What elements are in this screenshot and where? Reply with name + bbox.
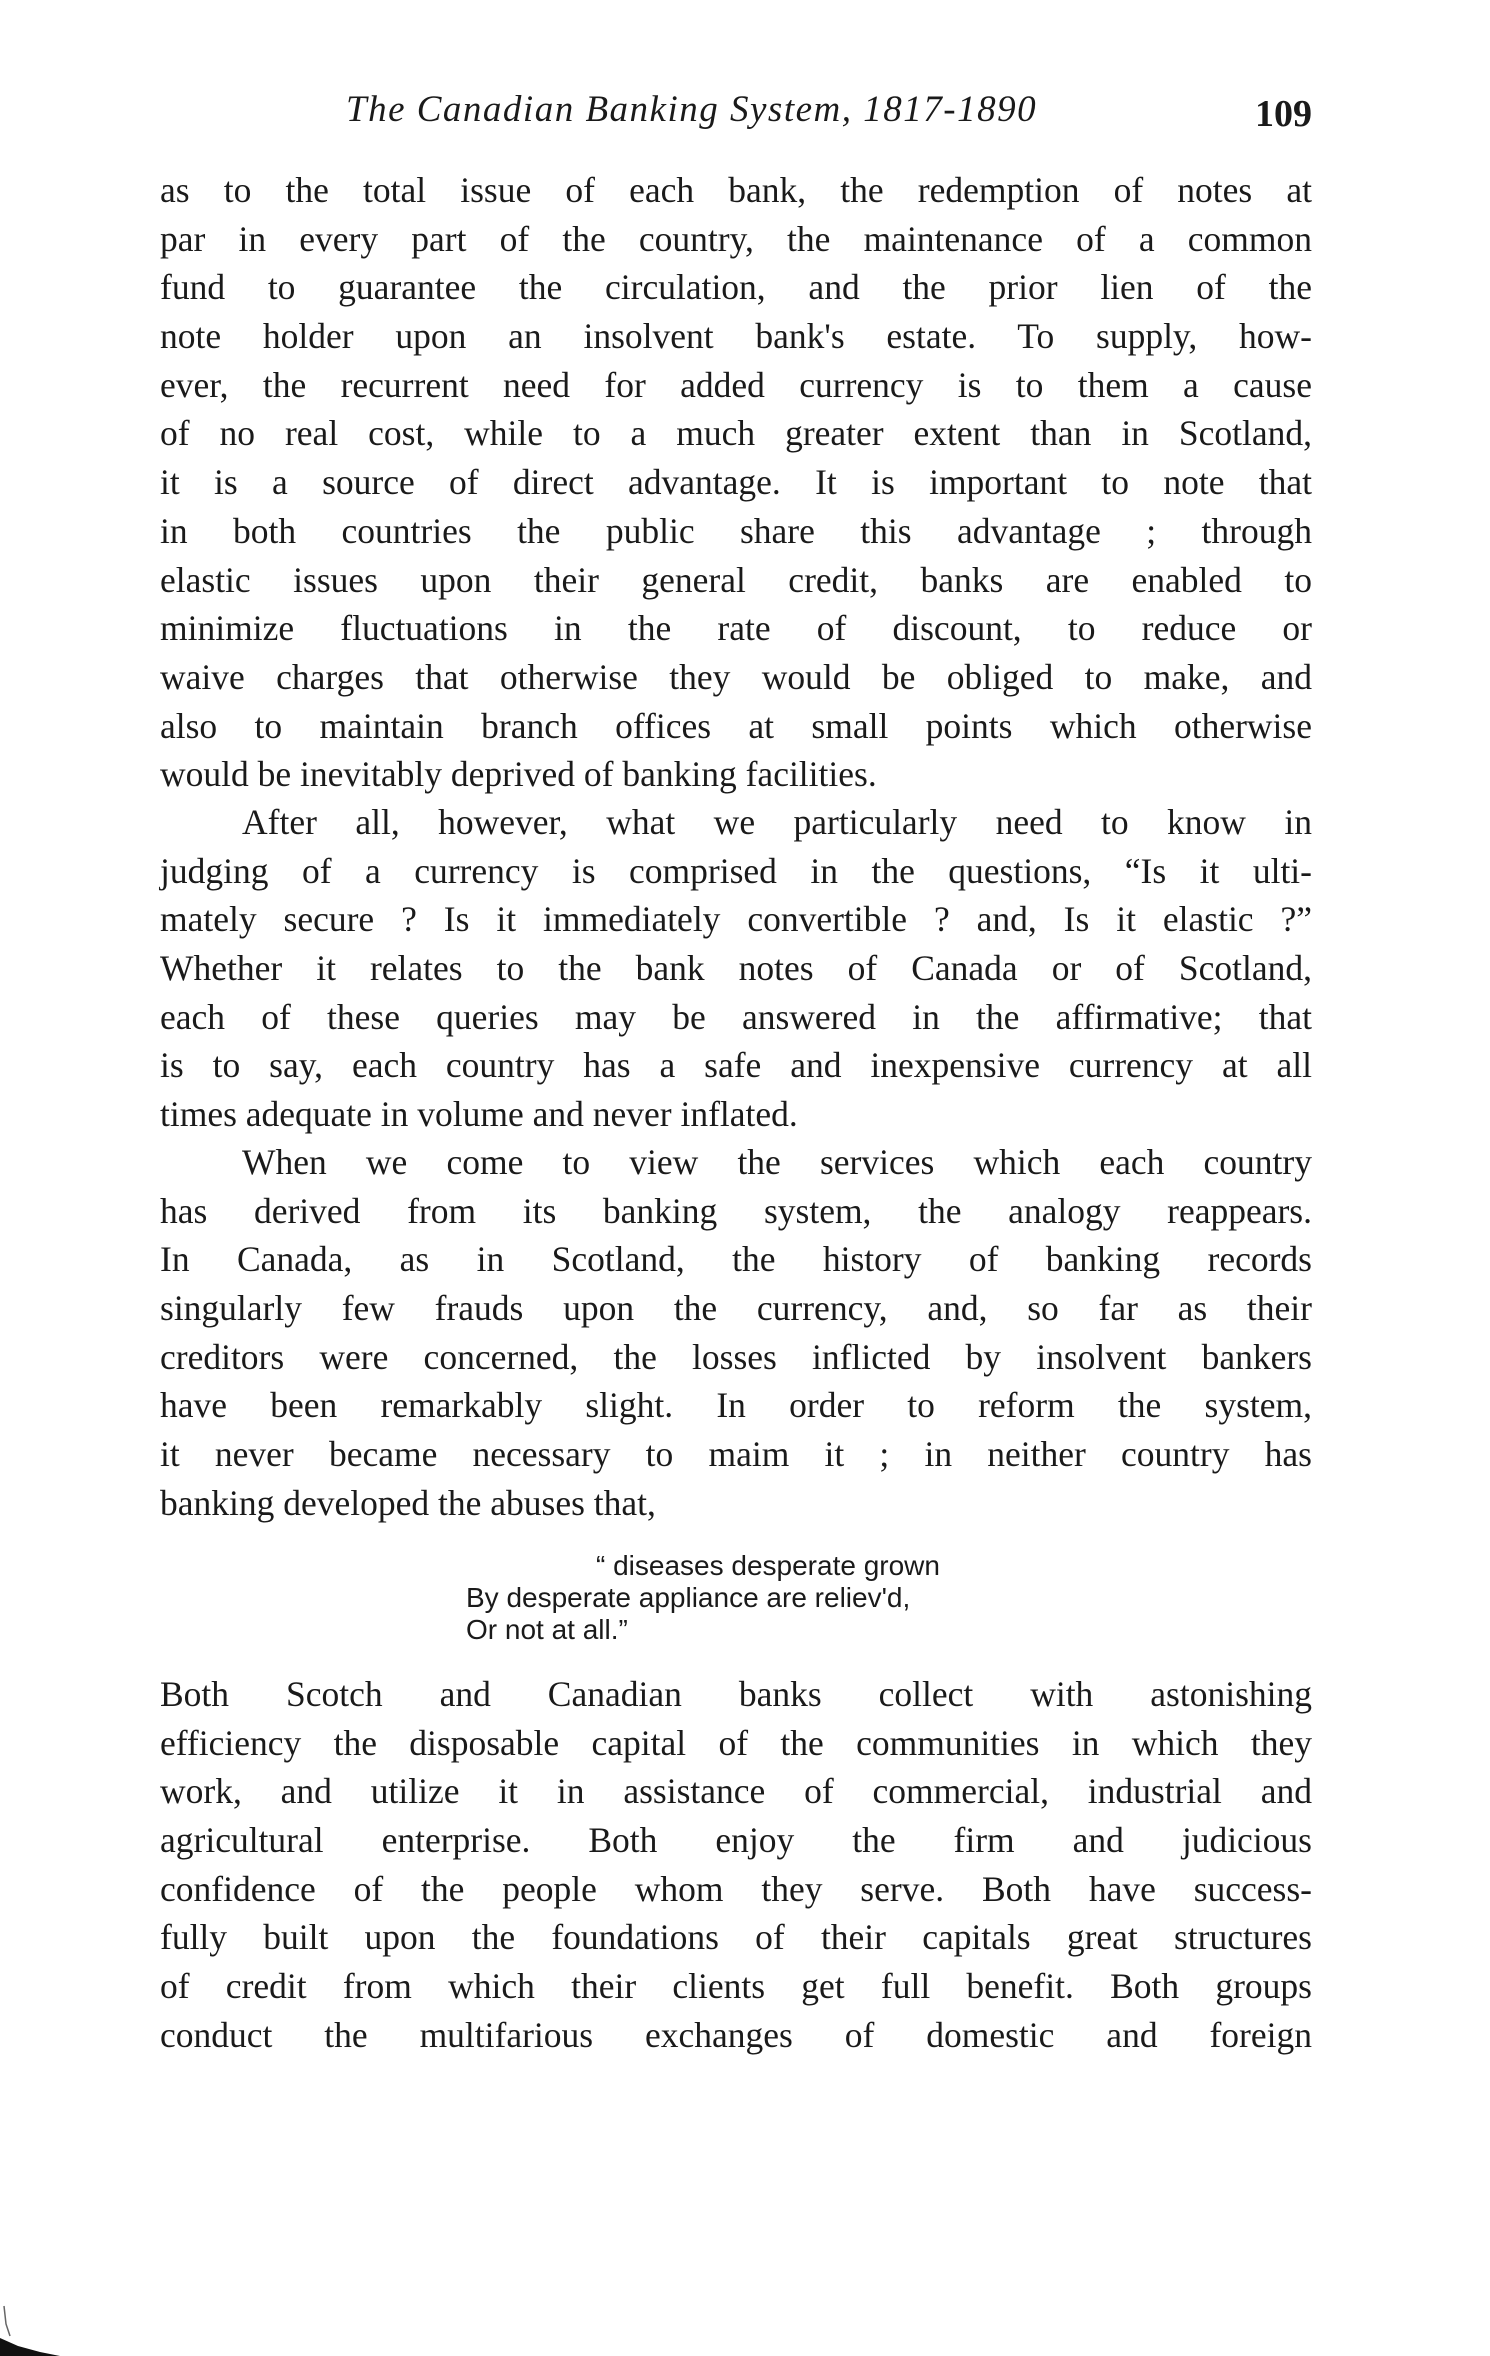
text-line: efficiency the disposable capital of the communities in which they [160,1722,1312,1763]
paragraph-3 [160,1138,1312,1528]
text-line: have been remarkably slight. In order to reform the system, [160,1385,1312,1426]
text-line: it never became necessary to maim it ; in neither country has [160,1434,1312,1475]
text-line: confidence of the people whom they serve. Both have success- [160,1868,1312,1909]
text-line: mately secure ? Is it immediately convertible ? and, Is it elastic ?” [160,899,1312,940]
scan-edge-mark [0,2286,70,2356]
text-line: in both countries the public share this advantage ; through [160,510,1312,551]
quote-line: Or not at all.” [466,1614,628,1645]
text-line: When we come to view the services which each country [242,1142,1312,1182]
text-line: conduct the multifarious exchanges of domestic and foreign [160,2014,1312,2055]
text-line: work, and utilize it in assistance of commercial, industrial and [160,1771,1312,1812]
text-line: is to say, each country has a safe and inexpensive currency at all [160,1045,1312,1086]
text-line: banking developed the abuses that, [160,1482,656,1523]
running-title: The Canadian Banking System, 1817-1890 [346,89,1038,130]
text-line: In Canada, as in Scotland, the history of banking records [160,1239,1312,1280]
text-line: also to maintain branch offices at small points which otherwise [160,705,1312,746]
text-line: as to the total issue of each bank, the redemption of notes at [160,170,1312,210]
text-line: waive charges that otherwise they would be obliged to make, and [160,656,1312,697]
text-line: of no real cost, while to a much greater extent than in Scotland, [160,413,1312,454]
text-line: creditors were concerned, the losses inflicted by insolvent bankers [160,1336,1312,1377]
page-number: 109 [1255,93,1312,135]
quote-line: “ diseases desperate grown [596,1550,940,1581]
text-line: has derived from its banking system, the analogy reappears. [160,1190,1312,1231]
verse-quote [466,1550,940,1646]
text-line: fund to guarantee the circulation, and the prior lien of the [160,267,1312,308]
paragraph-4 [160,1670,1312,2060]
text-line: it is a source of direct advantage. It is important to note that [160,462,1312,503]
quote-line: By desperate appliance are reliev'd, [466,1582,911,1613]
text-line: times adequate in volume and never inflated. [160,1094,798,1135]
text-line: of credit from which their clients get full benefit. Both groups [160,1966,1312,2007]
text-line: ever, the recurrent need for added currency is to them a cause [160,364,1312,405]
text-line: minimize fluctuations in the rate of discount, to reduce or [160,608,1312,649]
text-line: Whether it relates to the bank notes of Canada or of Scotland, [160,948,1312,989]
text-line: Both Scotch and Canadian banks collect with astonishing [160,1674,1312,1714]
text-line: would be inevitably deprived of banking facilities. [160,754,877,795]
paragraph-2 [160,798,1312,1139]
text-line: agricultural enterprise. Both enjoy the firm and judicious [160,1820,1312,1861]
text-line: elastic issues upon their general credit, banks are enabled to [160,559,1312,600]
text-line: After all, however, what we particularly need to know in [242,802,1312,842]
text-line: judging of a currency is comprised in the questions, “Is it ulti- [160,850,1312,891]
running-head [160,88,1312,144]
text-line: each of these queries may be answered in the affirmative; that [160,996,1312,1037]
paragraph-1 [160,166,1312,799]
text-line: note holder upon an insolvent bank's estate. To supply, how- [160,316,1312,357]
text-line: fully built upon the foundations of their capitals great structures [160,1917,1312,1958]
text-line: singularly few frauds upon the currency, and, so far as their [160,1288,1312,1329]
text-line: par in every part of the country, the maintenance of a common [160,218,1312,259]
